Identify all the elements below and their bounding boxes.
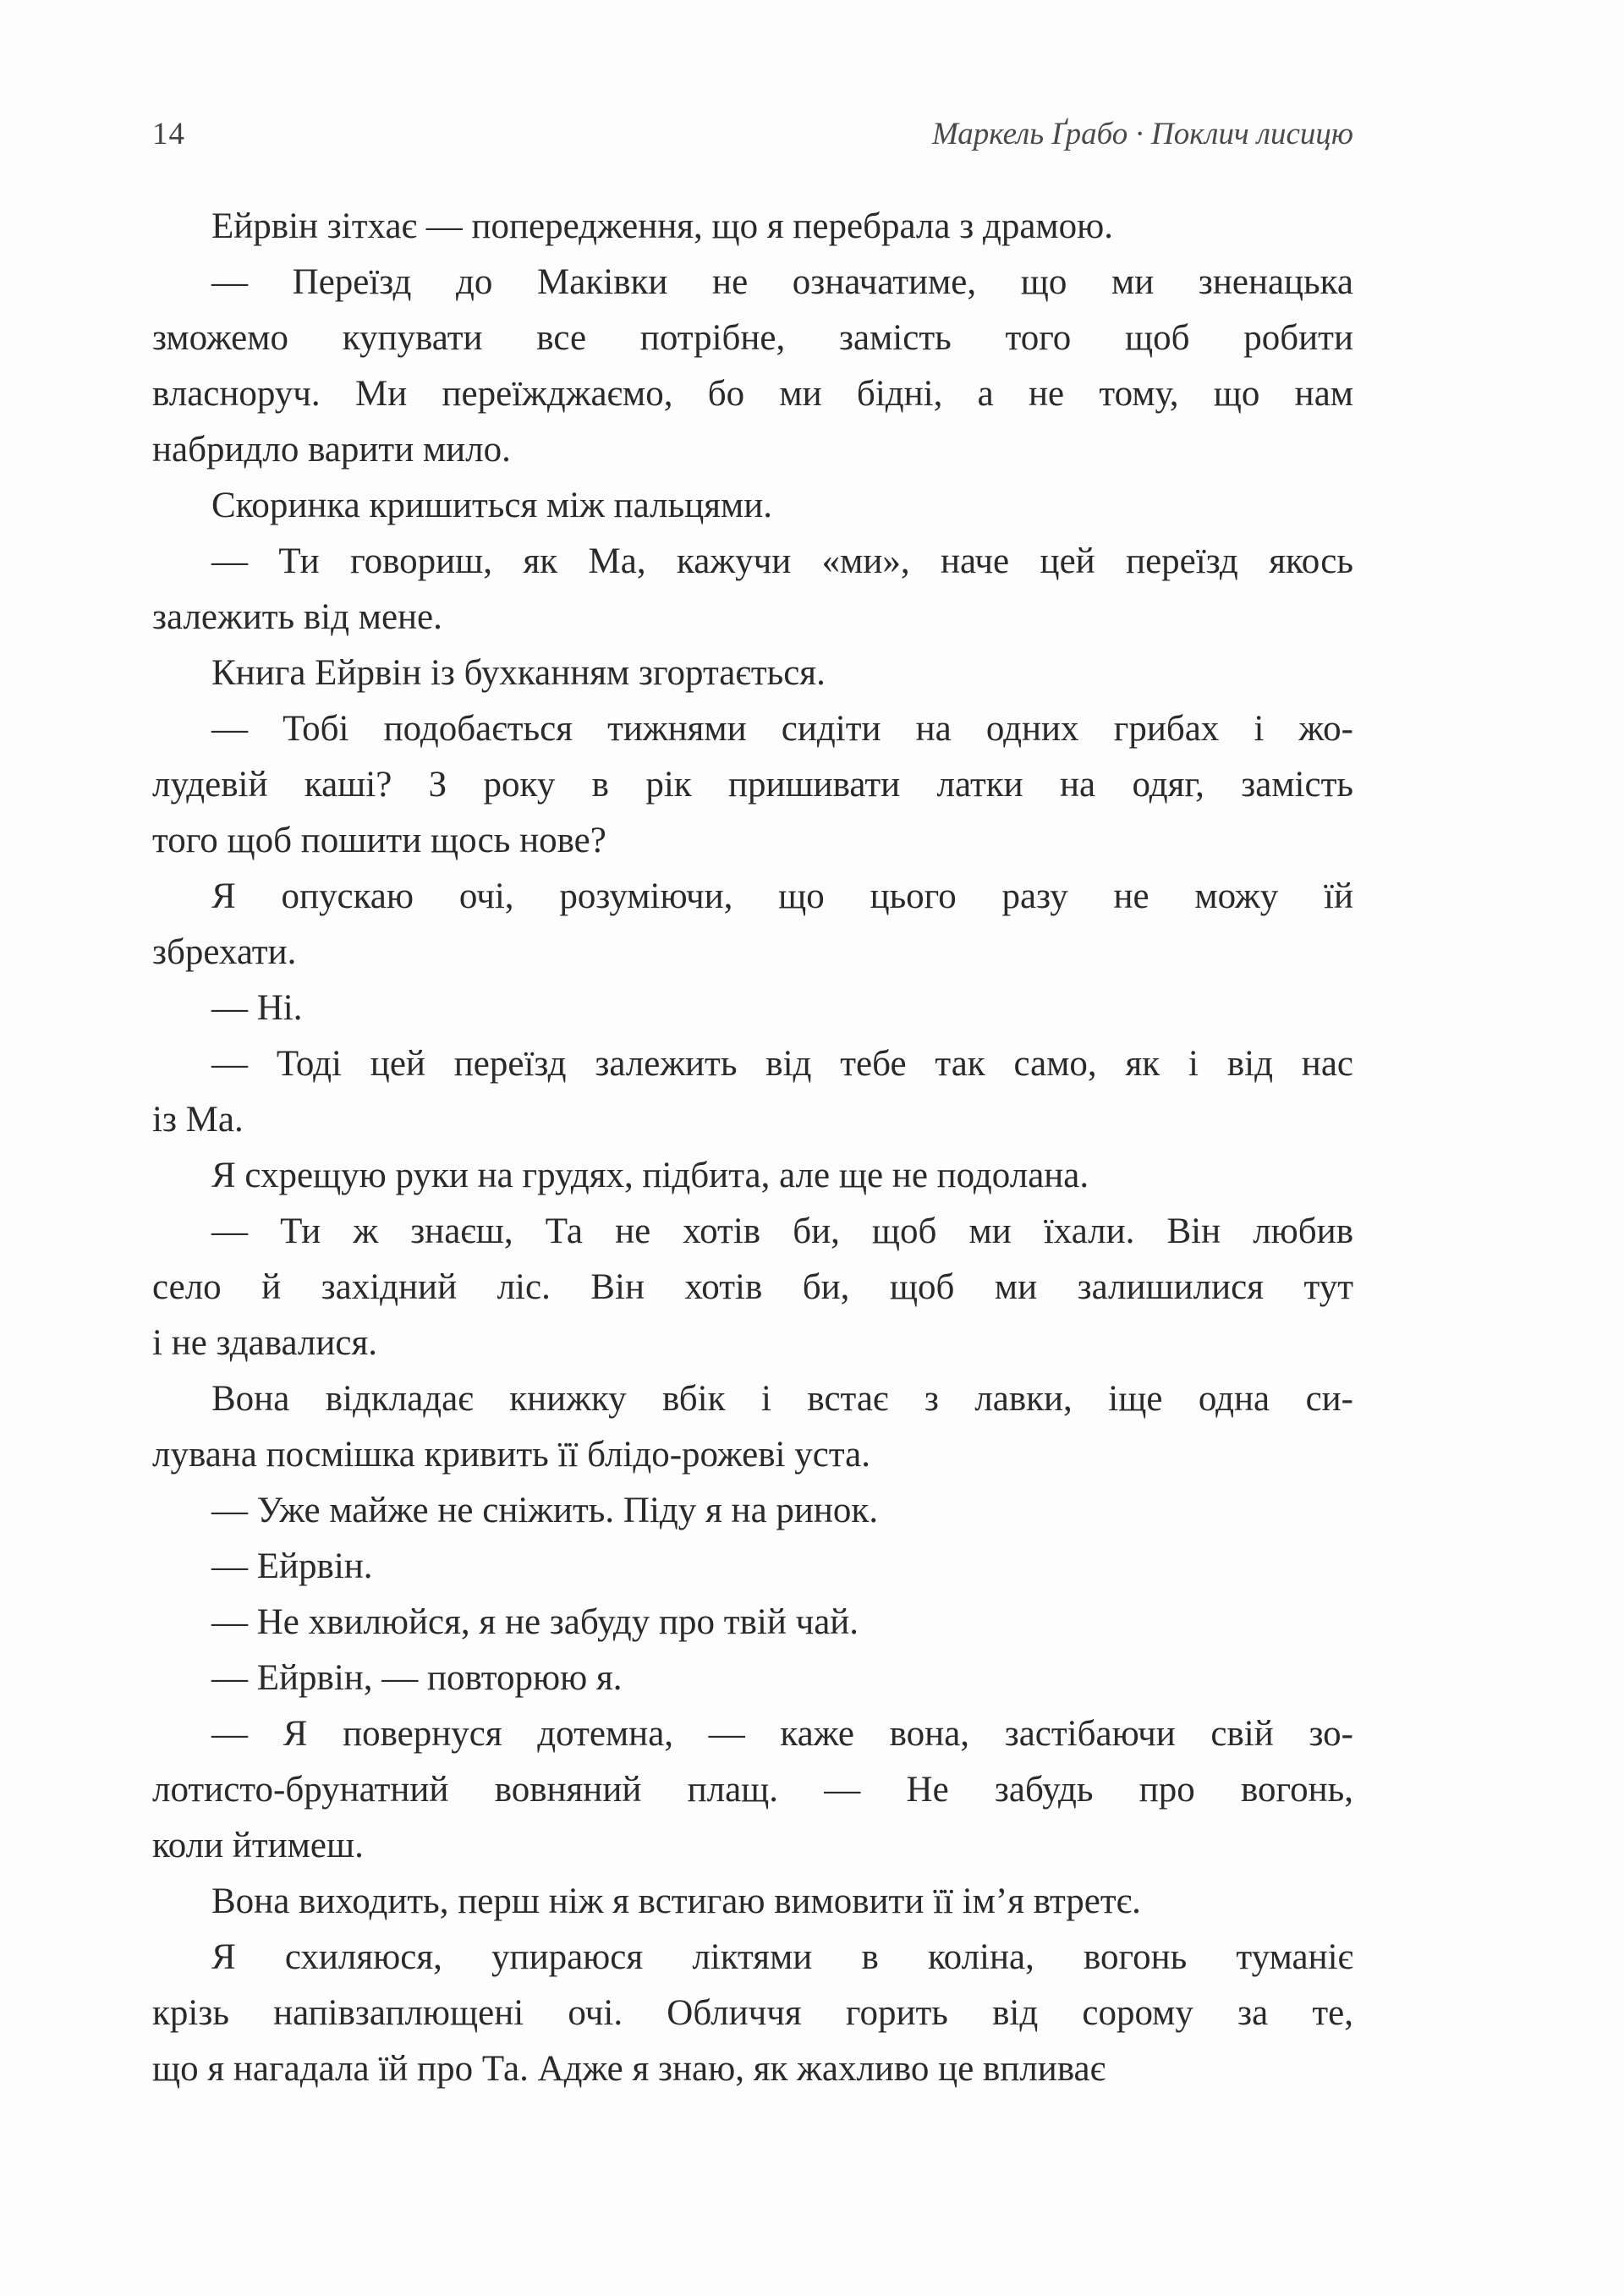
text-line: і не здавалися. [152,1323,377,1363]
text-line: Ейрвін зітхає — попередження, що я перебрала з драмою. [211,206,1114,246]
text-line: — Тобі подобається тижнями сидіти на одних грибах і жо- [211,709,1353,749]
text-line: — Я повернуся дотемна, — каже вона, застібаючи свій зо- [211,1714,1353,1754]
text-line: що я нагадала їй про Та. Адже я знаю, як жахливо це впливає [152,2049,1106,2089]
text-line: — Тоді цей переїзд залежить від тебе так само, як і від нас [211,1044,1353,1084]
text-line: Вона виходить, перш ніж я встигаю вимовити її ім’я втретє. [211,1881,1141,1921]
text-line: лудевій каші? З року в рік пришивати латки на одяг, замість [152,765,1353,805]
text-line: лувана посмішка кривить її блідо-рожеві уста. [152,1435,870,1475]
text-line: зможемо купувати все потрібне, замість того щоб робити [152,318,1353,358]
text-line: — Ейрвін, — повторюю я. [211,1658,623,1698]
body-text [152,199,1353,2097]
text-line: збрехати. [152,932,297,972]
text-line: — Ти говориш, як Ма, кажучи «ми», наче цей переїзд якось [211,541,1353,581]
text-line: — Уже майже не сніжить. Піду я на ринок. [211,1491,879,1530]
text-line: Я опускаю очі, розуміючи, що цього разу не можу їй [211,876,1353,916]
text-line: — Ти ж знаєш, Та не хотів би, щоб ми їхали. Він любив [211,1211,1353,1251]
text-line: залежить від мене. [152,597,442,637]
text-line: Скоринка кришиться між пальцями. [211,486,772,525]
text-line: власноруч. Ми переїжджаємо, бо ми бідні, а не тому, що нам [152,374,1353,414]
text-line: того щоб пошити щось нове? [152,821,606,860]
running-header [152,117,1353,152]
running-head-title: Маркель Ґрабо · Поклич лисицю [931,117,1353,151]
text-line: із Ма. [152,1100,244,1140]
text-line: село й західний ліс. Він хотів би, щоб ми залишилися тут [152,1267,1353,1307]
text-line: крізь напівзаплющені очі. Обличчя горить від сорому за те, [152,1993,1353,2033]
text-line: — Ні. [211,988,303,1028]
text-line: лотисто-брунатний вовняний плащ. — Не забудь про вогонь, [152,1770,1353,1810]
text-line: Я схиляюся, упираюся ліктями в коліна, вогонь туманіє [211,1937,1353,1977]
text-line: — Не хвилюйся, я не забуду про твій чай. [211,1602,859,1642]
text-line: Я схрещую руки на грудях, підбита, але ще не подолана. [211,1156,1089,1195]
text-line: набридло варити мило. [152,430,511,470]
text-line: коли йтимеш. [152,1826,364,1865]
page-number: 14 [152,117,185,151]
text-line: Книга Ейрвін із бухканням згортається. [211,653,826,693]
text-line: — Переїзд до Маківки не означатиме, що ми зненацька [211,262,1353,302]
text-line: Вона відкладає книжку вбік і встає з лавки, іще одна си- [211,1379,1353,1419]
text-line: — Ейрвін. [211,1546,373,1586]
